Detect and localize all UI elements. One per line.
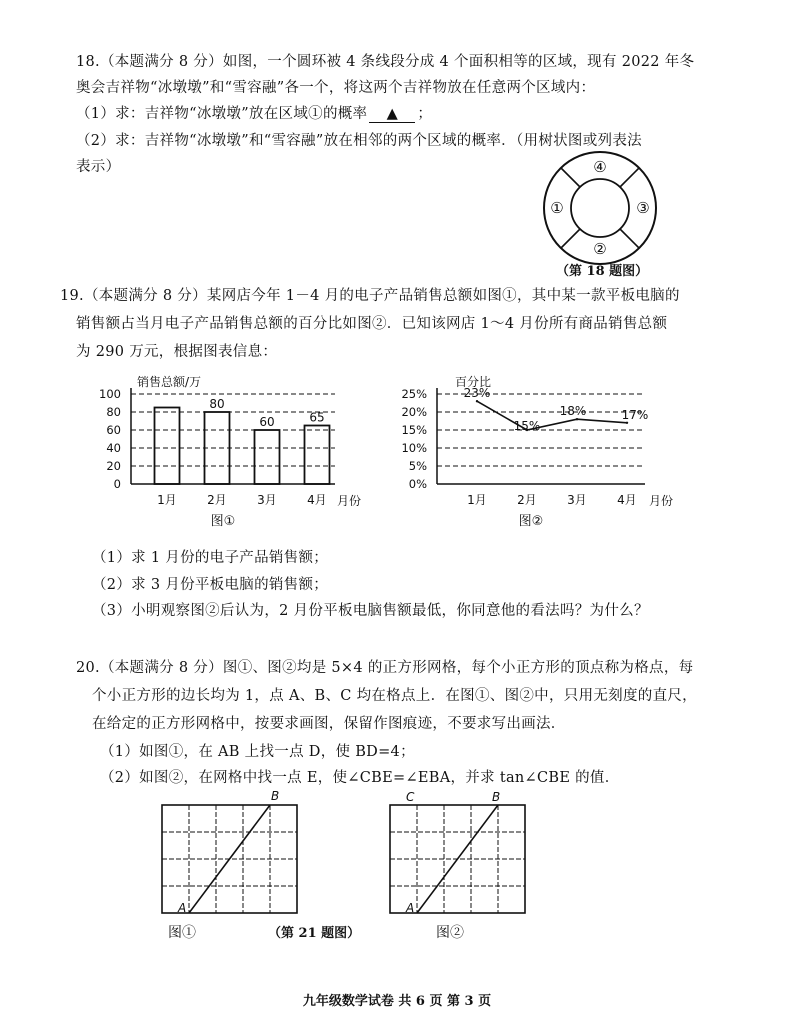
q19-line2: 销售额占当月电子产品销售总额的百分比如图②．已知该网店 1～4 月份所有商品销售总额 xyxy=(76,316,668,332)
fig1-label: 图① xyxy=(168,925,196,941)
chart2-ytick: 25% xyxy=(401,387,427,401)
line-chart-percent xyxy=(395,372,695,530)
chart2-ytick: 10% xyxy=(401,441,427,455)
ring-label-2: ② xyxy=(593,240,607,258)
label-A: A xyxy=(406,901,415,915)
q18-part1-end: ； xyxy=(417,106,433,122)
chart2-data-label: 17% xyxy=(621,407,649,422)
chart1-bar xyxy=(255,430,280,484)
chart1-ytick: 80 xyxy=(106,405,121,419)
chart1-data-label: 80 xyxy=(209,397,225,411)
chart1-bar xyxy=(155,408,180,485)
ring-label-1: ① xyxy=(550,199,564,217)
chart1-xtick: 1月 xyxy=(157,493,177,507)
chart2-xtick: 1月 xyxy=(467,493,487,507)
chart1-ytick: 0 xyxy=(113,477,121,491)
label-A: A xyxy=(178,901,187,915)
ring-segment xyxy=(620,229,639,248)
ring-segment xyxy=(620,168,639,187)
chart2-ytick: 20% xyxy=(401,405,427,419)
q19-part2: （2）求 3 月份平板电脑的销售额； xyxy=(92,577,329,593)
chart2-xtick: 2月 xyxy=(517,493,537,507)
chart1-caption: 图① xyxy=(210,514,236,529)
chart1-ytick: 100 xyxy=(99,387,121,401)
ring-inner-circle xyxy=(571,179,629,237)
chart2-data-label: 18% xyxy=(559,404,587,419)
q18-part1 xyxy=(76,102,432,123)
q20-line1: 20.（本题满分 8 分）图①、图②均是 5×4 的正方形网格，每个小正方形的顶点称为格点，每 xyxy=(76,660,694,676)
chart1-data-label: 60 xyxy=(259,415,275,429)
q20-line2: 个小正方形的边长均为 1，点 A、B、C 均在格点上．在图①、图②中，只用无刻度的直尺， xyxy=(92,688,697,704)
q19-line3: 为 290 万元，根据图表信息： xyxy=(76,344,278,360)
ring-label-3: ③ xyxy=(636,199,650,217)
chart2-caption: 图② xyxy=(518,514,544,529)
q19-part3: （3）小明观察图②后认为，2 月份平板电脑售额最低，你同意他的看法吗？为什么？ xyxy=(92,603,649,619)
chart2-point xyxy=(626,422,628,424)
q19-part1: （1）求 1 月份的电子产品销售额； xyxy=(92,550,329,566)
chart2-xlabel: 月份 xyxy=(648,494,674,508)
q18-answer-blank: ▲ xyxy=(369,106,415,123)
page-footer: 九年级数学试卷 共 6 页 第 3 页 xyxy=(302,994,492,1009)
label-C: C xyxy=(406,790,415,804)
ring-segment xyxy=(561,229,580,248)
chart1-xlabel: 月份 xyxy=(336,494,362,508)
chart2-data-label: 23% xyxy=(463,386,491,401)
ring-segment xyxy=(561,168,580,187)
q18-line1: 18.（本题满分 8 分）如图，一个圆环被 4 条线段分成 4 个面积相等的区域，现有 2022 年冬 xyxy=(76,54,695,70)
chart2-xtick: 4月 xyxy=(617,493,637,507)
grid-figure-1 xyxy=(150,788,300,918)
q18-figure-caption: （第 18 题图） xyxy=(556,264,649,279)
q18-line2: 奥会吉祥物“冰墩墩”和“雪容融”各一个，将这两个吉祥物放在任意两个区域内： xyxy=(76,80,596,96)
chart1-ytick: 20 xyxy=(106,459,121,473)
q20-part2: （2）如图②，在网格中找一点 E，使∠CBE=∠EBA，并求 tan∠CBE 的值． xyxy=(100,770,620,786)
chart1-ytick: 40 xyxy=(106,441,121,455)
chart2-ytick: 15% xyxy=(401,423,427,437)
q18-part1-text: （1）求：吉祥物“冰墩墩”放在区域①的概率 xyxy=(76,106,368,122)
chart2-point xyxy=(476,400,478,402)
q19-line1: 19.（本题满分 8 分）某网店今年 1－4 月的电子产品销售总额如图①，其中某一款平板电脑的 xyxy=(60,288,680,304)
chart2-series-line xyxy=(477,401,627,430)
chart1-ytick: 60 xyxy=(106,423,121,437)
chart2-ylabel: 百分比 xyxy=(455,375,492,389)
q20-figure-caption: （第 21 题图） xyxy=(268,926,361,941)
ring-label-4: ④ xyxy=(593,158,607,176)
chart2-point xyxy=(576,418,578,420)
grid-figure-2 xyxy=(378,788,528,918)
fig2-label: 图② xyxy=(436,925,464,941)
q20-part1: （1）如图①，在 AB 上找一点 D，使 BD=4； xyxy=(100,744,415,760)
q18-part2a: （2）求：吉祥物“冰墩墩”和“雪容融”放在相邻的两个区域的概率．（用树状图或列表法 xyxy=(76,133,642,149)
label-B: B xyxy=(492,790,501,804)
label-B: B xyxy=(271,789,280,803)
chart2-ytick: 5% xyxy=(408,459,427,473)
chart2-xtick: 3月 xyxy=(567,493,587,507)
chart2-data-label: 15% xyxy=(513,419,541,433)
q18-part2b: 表示） xyxy=(76,159,121,175)
chart1-xtick: 3月 xyxy=(257,493,277,507)
chart2-ytick: 0% xyxy=(408,477,427,491)
q20-line3: 在给定的正方形网格中，按要求画图，保留作图痕迹，不要求写出画法． xyxy=(92,716,566,732)
chart1-bar xyxy=(305,426,330,485)
chart1-xtick: 4月 xyxy=(307,493,327,507)
ring-figure xyxy=(540,150,660,266)
bar-chart-sales xyxy=(95,372,380,530)
chart1-bar xyxy=(205,412,230,484)
chart1-data-label: 65 xyxy=(309,410,325,425)
chart1-xtick: 2月 xyxy=(207,493,227,507)
chart1-ylabel: 销售总额/万 xyxy=(137,375,202,389)
